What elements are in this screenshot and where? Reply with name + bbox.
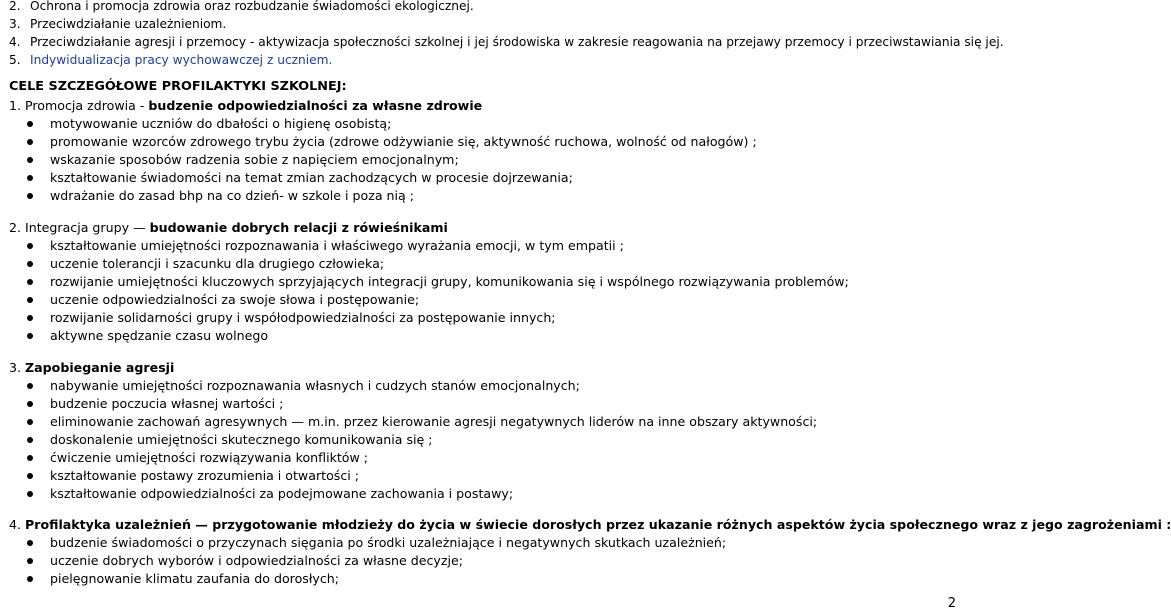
item-text: Ochrona i promocja zdrowia oraz rozbudzanie świadomości ekologicznej. <box>30 0 474 13</box>
list-item <box>9 151 482 169</box>
list-item-text: nabywanie umiejętności rozpoznawania własnych i cudzych stanów emocjonalnych; <box>50 378 580 393</box>
bullet-icon <box>27 121 33 127</box>
list-item <box>9 115 482 133</box>
section-addiction <box>9 516 1171 588</box>
bullet-icon <box>27 540 33 546</box>
section-integration <box>9 219 849 345</box>
list-item-text: kształtowanie umiejętności rozpoznawania i właściwego wyrażania emocji, w tym empatii ; <box>50 238 624 253</box>
bullet-icon <box>27 243 33 249</box>
bullet-icon <box>27 139 33 145</box>
list-item <box>9 273 849 291</box>
list-item-text: budzenie poczucia własnej wartości ; <box>50 396 284 411</box>
list-item-text: uczenie dobrych wyborów i odpowiedzialności za własne decyzje; <box>50 553 463 568</box>
bullet-icon <box>27 279 33 285</box>
section-title <box>9 516 1171 534</box>
item-number: 2. <box>9 0 21 13</box>
item-number: 5. <box>9 53 21 67</box>
section-title <box>9 219 448 237</box>
section-title-prefix: 3. <box>9 360 26 375</box>
bullet-list <box>9 115 757 205</box>
list-item <box>9 309 556 327</box>
section-aggression <box>9 359 818 503</box>
section-title-bold: Profilaktyka uzależnień — przygotowanie młodzieży do życia w świecie dorosłych przez ukazanie różnych aspektów życia społecznego wraz z jego zagrożeniami : <box>25 517 1171 532</box>
bullet-icon <box>27 419 33 425</box>
bullet-icon <box>27 473 33 479</box>
section-title-prefix: 2. Integracja grupy — <box>9 220 150 235</box>
list-item <box>9 570 1171 588</box>
list-item-text: kształtowanie postawy zrozumienia i otwartości ; <box>50 468 360 483</box>
item-text: Indywidualizacja pracy wychowawczej z uczniem. <box>30 53 333 67</box>
section-health <box>9 97 757 205</box>
bullet-list <box>9 534 1171 588</box>
bullet-list <box>9 377 818 503</box>
bullet-icon <box>27 157 33 163</box>
list-item <box>9 169 573 187</box>
item-text: Przeciwdziałanie uzależnieniom. <box>30 17 227 31</box>
list-item-text: budzenie świadomości o przyczynach sięgania po środki uzależniające i negatywnych skutkach uzależnień; <box>50 535 727 550</box>
list-item <box>9 552 1171 570</box>
bullet-icon <box>27 455 33 461</box>
list-item-text: uczenie odpowiedzialności za swoje słowa i postępowanie; <box>50 292 420 307</box>
list-item-text: rozwijanie solidarności grupy i współodpowiedzialności za postępowanie innych; <box>50 310 556 325</box>
list-item-text: ćwiczenie umiejętności rozwiązywania konfliktów ; <box>50 450 369 465</box>
bullet-icon <box>27 576 33 582</box>
bullet-icon <box>27 333 33 339</box>
page-number: 2 <box>947 596 956 611</box>
section-title <box>9 97 482 115</box>
list-item-text: uczenie tolerancji i szacunku dla drugiego człowieka; <box>50 256 385 271</box>
list-item-text: promowanie wzorców zdrowego trybu życia (zdrowe odżywianie się, aktywność ruchowa, wolność od nałogów) ; <box>50 134 757 149</box>
bullet-icon <box>27 401 33 407</box>
item-number: 3. <box>9 17 21 31</box>
list-item <box>9 534 1171 552</box>
list-item <box>9 413 818 431</box>
bullet-icon <box>27 383 33 389</box>
list-item-text: kształtowanie świadomości na temat zmian zachodzących w procesie dojrzewania; <box>50 170 573 185</box>
list-item-text: pielęgnowanie klimatu zaufania do dorosłych; <box>50 571 340 586</box>
bullet-icon <box>27 491 33 497</box>
section-title <box>9 359 174 377</box>
list-item <box>9 485 514 503</box>
list-item <box>9 327 448 345</box>
list-item-text: rozwijanie umiejętności kluczowych sprzyjających integracji grupy, komunikowania się i wspólnego rozwiązywania problemów; <box>50 274 849 289</box>
list-item-text: wskazanie sposobów radzenia sobie z napięciem emocjonalnym; <box>50 152 459 167</box>
list-item <box>9 431 433 449</box>
list-item <box>9 237 624 255</box>
list-item <box>9 291 448 309</box>
bullet-icon <box>27 175 33 181</box>
list-item <box>9 449 369 467</box>
section-title-prefix: 1. Promocja zdrowia - <box>9 98 149 113</box>
item-text: Przeciwdziałanie agresji i przemocy - aktywizacja społeczności szkolnej i jej środowiska w zakresie reagowania na przejawy przemocy i przeciwstawiania się jej. <box>30 35 1004 49</box>
list-item <box>9 133 757 151</box>
list-item-text: eliminowanie zachowań agresywnych — m.in. przez kierowanie agresji negatywnych liderów na inne obszary aktywności; <box>50 414 818 429</box>
bullet-icon <box>27 297 33 303</box>
list-item <box>9 395 284 413</box>
bullet-icon <box>27 261 33 267</box>
list-item <box>9 187 482 205</box>
list-item <box>9 377 580 395</box>
bullet-icon <box>27 315 33 321</box>
section-title-bold: Zapobieganie agresji <box>25 360 175 375</box>
bullet-icon <box>27 437 33 443</box>
list-item-text: doskonalenie umiejętności skutecznego komunikowania się ; <box>50 432 433 447</box>
list-item-text: wdrażanie do zasad bhp na co dzień- w szkole i poza nią ; <box>50 188 414 203</box>
page-heading: CELE SZCZEGÓŁOWE PROFILAKTYKI SZKOLNEJ: <box>9 79 347 94</box>
list-item <box>9 467 360 485</box>
bullet-icon <box>27 558 33 564</box>
list-item-text: kształtowanie odpowiedzialności za podejmowane zachowania i postawy; <box>50 486 514 501</box>
section-title-prefix: 4. <box>9 517 26 532</box>
section-title-bold: budzenie odpowiedzialności za własne zdrowie <box>148 98 483 113</box>
item-number: 4. <box>9 35 21 49</box>
list-item-text: motywowanie uczniów do dbałości o higienę osobistą; <box>50 116 392 131</box>
bullet-list <box>9 237 849 345</box>
section-title-bold: budowanie dobrych relacji z rówieśnikami <box>149 220 448 235</box>
list-item-text: aktywne spędzanie czasu wolnego <box>50 328 269 343</box>
list-item <box>9 255 448 273</box>
bullet-icon <box>27 193 33 199</box>
